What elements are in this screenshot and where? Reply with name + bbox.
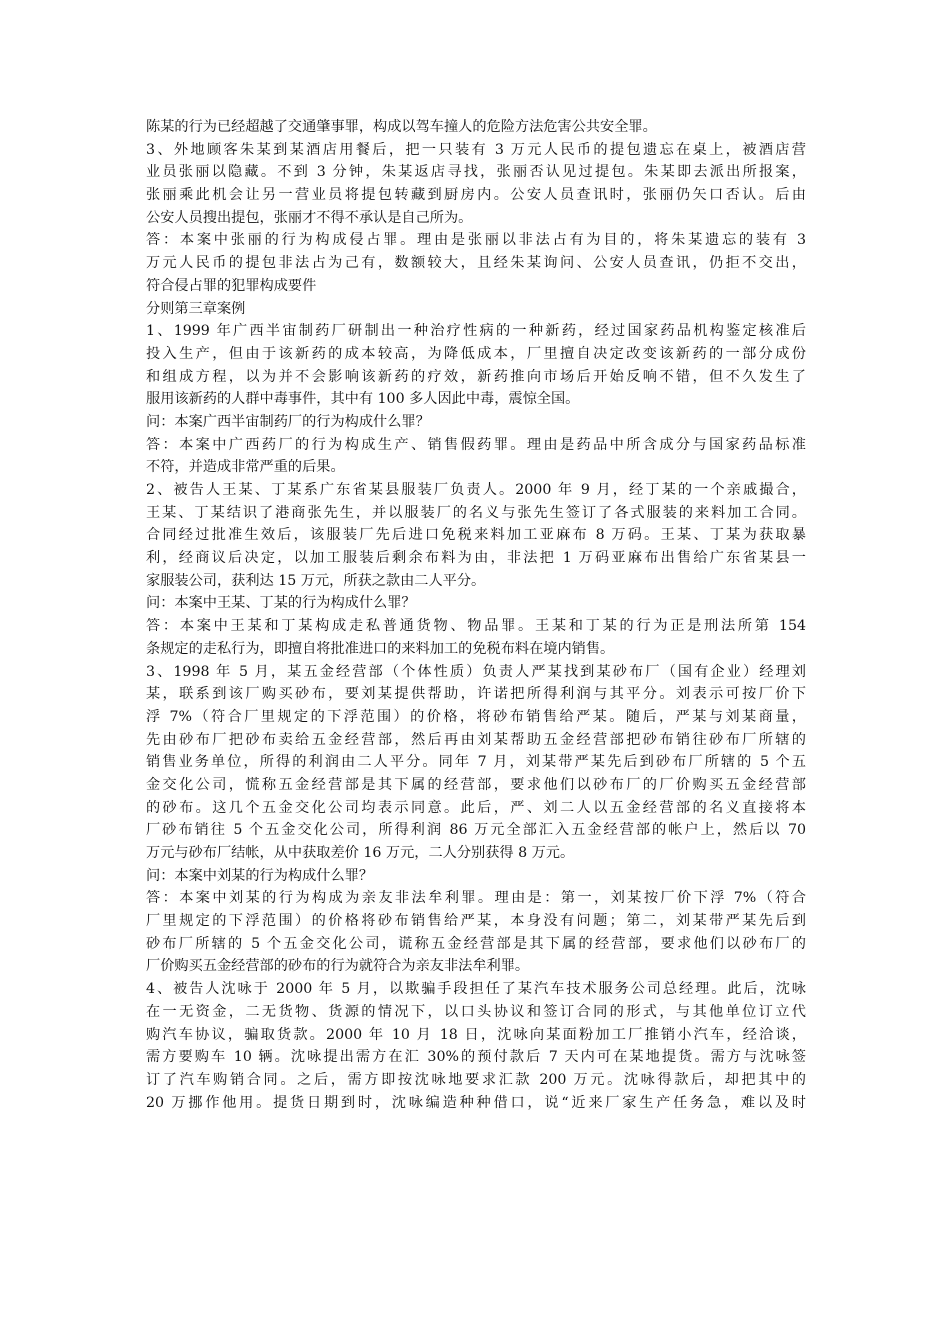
text-line: 投入生产，但由于该新药的成本较高，为降低成本，厂里擅自决定改变该新药的一部分成份: [146, 345, 806, 362]
document-body: [146, 116, 806, 1114]
text-line: 订了汽车购销合同。之后，需方即按沈咏地要求汇款 200 万元。沈咏得款后，却把其中的: [146, 1071, 806, 1088]
text-line: 陈某的行为已经超越了交通肇事罪，构成以驾车撞人的危险方法危害公共安全罪。: [146, 119, 657, 135]
text-line: 万元人民币的提包非法占为己有，数额较大，且经朱某询问、公安人员查讯，仍拒不交出，: [146, 255, 806, 272]
text-line: 答：本案中张丽的行为构成侵占罪。理由是张丽以非法占有为目的，将朱某遗忘的装有 3: [146, 232, 806, 249]
text-line: 王某、丁某结识了港商张先生，并以服装厂的名义与张先生签订了各式服装的来料加工合同。: [146, 504, 806, 521]
text-line: 某，联系到该厂购买砂布，要刘某提供帮助，许诺把所得利润与其平分。刘表示可按厂价下: [146, 686, 806, 703]
text-line: 先由砂布厂把砂布卖给五金经营部，然后再由刘某帮助五金经营部把砂布销往砂布厂所辖的: [146, 731, 806, 748]
text-line: 条规定的走私行为，即擅自将批准进口的来料加工的免税布料在境内销售。: [146, 640, 615, 657]
text-line: 金交化公司，慌称五金经营部是其下属的经营部，要求他们以砂布厂的厂价购买五金经营部: [146, 776, 806, 793]
text-line: 3、1998 年 5 月，某五金经营部（个体性质）负责人严某找到某砂布厂（国有企业）经理刘: [146, 663, 806, 680]
text-line: 需方要购车 10 辆。沈咏提出需方在汇 30%的预付款后 7 天内可在某地提货。需方与沈咏签: [146, 1049, 806, 1066]
text-line: 不符，并造成非常严重的后果。: [146, 459, 345, 476]
text-line: 业员张丽以隐藏。不到 3 分钟，朱某返店寻找，张丽否认见过提包。朱某即去派出所报案，: [146, 164, 806, 181]
text-line: 利，经商议后决定，以加工服装后剩余布料为由，非法把 1 万码亚麻布出售给广东省某县一: [146, 550, 806, 567]
text-line: 销售业务单位，所得的利润由二人平分。同年 7 月，刘某带严某先后到砂布厂所辖的 5 个五: [146, 754, 806, 771]
text-line: 和组成方程，以为并不会影响该新药的疗效，新药推向市场后开始反响不错，但不久发生了: [146, 368, 806, 385]
text-line: 1、1999 年广西半宙制药厂研制出一种治疗性病的一种新药，经过国家药品机构鉴定核准后: [146, 323, 806, 340]
text-line: 4、被告人沈咏于 2000 年 5 月，以欺骗手段担任了某汽车技术服务公司总经理。此后，沈咏: [146, 981, 806, 998]
text-line: 浮 7%（符合厂里规定的下浮范围）的价格，将砂布销售给严某。随后，严某与刘某商量，: [146, 708, 806, 725]
text-line: 合同经过批准生效后，该服装厂先后进口免税来料加工亚麻布 8 万码。王某、丁某为获取暴: [146, 527, 806, 544]
text-line: 2、被告人王某、丁某系广东省某县服装厂负责人。2000 年 9 月，经丁某的一个亲戚撮合，: [146, 482, 806, 498]
text-line: 20 万挪作他用。提货日期到时，沈咏编造种种借口，说“近来厂家生产任务急，难以及时: [146, 1094, 806, 1111]
text-line: 张丽乘此机会让另一营业员将提包转藏到厨房内。公安人员查讯时，张丽仍矢口否认。后由: [146, 187, 806, 204]
text-line: 问：本案广西半宙制药厂的行为构成什么罪？: [146, 413, 430, 430]
text-line: 答：本案中刘某的行为构成为亲友非法牟利罪。理由是：第一，刘某按厂价下浮 7%（符合: [146, 890, 806, 907]
text-line: 砂布厂所辖的 5 个五金交化公司，谎称五金经营部是其下属的经营部，要求他们以砂布厂的: [146, 935, 806, 952]
text-line: 公安人员搜出提包，张丽才不得不承认是自己所为。: [146, 209, 473, 226]
text-line: 家服装公司，获利达 15 万元，所获之款由二人平分。: [146, 572, 486, 589]
text-line: 服用该新药的人群中毒事件，其中有 100 多人因此中毒，震惊全国。: [146, 391, 580, 408]
text-line: 答：本案中王某和丁某构成走私普通货物、物品罪。王某和丁某的行为正是刑法所第 154: [146, 618, 806, 635]
text-line: 厂价购买五金经营部的砂布的行为就符合为亲友非法牟利罪。: [146, 958, 530, 975]
text-line: 万元与砂布厂结帐，从中获取差价 16 万元，二人分别获得 8 万元。: [146, 845, 575, 861]
text-line: 的砂布。这几个五金交化公司均表示同意。此后，严、刘二人以五金经营部的名义直接将本: [146, 799, 806, 816]
text-line: 购汽车协议，骗取货款。2000 年 10 月 18 日，沈咏向某面粉加工厂推销小汽车，经洽谈，: [146, 1026, 806, 1043]
text-line: 问：本案中王某、丁某的行为构成什么罪？: [146, 595, 416, 612]
text-line: 答：本案中广西药厂的行为构成生产、销售假药罪。理由是药品中所含成分与国家药品标准: [146, 436, 806, 453]
text-line: 符合侵占罪的犯罪构成要件: [146, 277, 317, 294]
text-line: 问：本案中刘某的行为构成什么罪？: [146, 867, 374, 884]
text-line: 厂里规定的下浮范围）的价格将砂布销售给严某，本身没有问题；第二，刘某带严某先后到: [146, 913, 806, 930]
text-line: 厂砂布销往 5 个五金交化公司，所得利润 86 万元全部汇入五金经营部的帐户上，然后以 70: [146, 822, 806, 839]
text-line: 3、外地顾客朱某到某酒店用餐后，把一只装有 3 万元人民币的提包遗忘在桌上，被酒店营: [146, 141, 806, 158]
text-line: 在一无资金，二无货物、货源的情况下，以口头协议和签订合同的形式，与其他单位订立代: [146, 1003, 806, 1020]
text-line: 分则第三章案例: [146, 300, 246, 317]
